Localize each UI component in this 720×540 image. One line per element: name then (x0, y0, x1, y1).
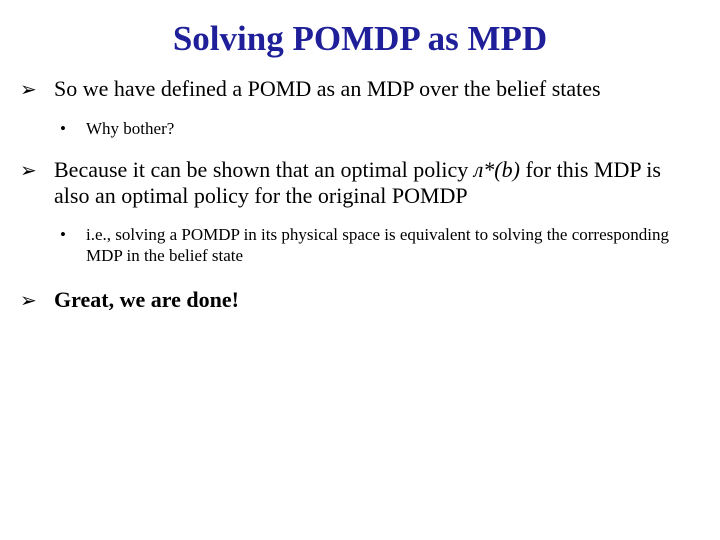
arrow-bullet-icon: ➢ (20, 77, 37, 101)
sub-bullet-text: i.e., solving a POMDP in its physical space is equivalent to solving the corresponding MDP in the belief state (86, 225, 669, 265)
bullet-text-before: Because it can be shown that an optimal policy (54, 157, 474, 182)
sub-bullet-text: Why bother? (86, 119, 175, 138)
bullet-text-after: for this MDP is also an optimal policy for the original POMDP (54, 157, 661, 208)
bullet-text: So we have defined a POMD as an MDP over the belief states (54, 76, 601, 101)
sub-bullet-item-1 (60, 118, 680, 139)
dot-bullet-icon: • (60, 225, 66, 244)
policy-symbol: л*(b) (473, 157, 520, 182)
sub-bullet-item-2 (60, 224, 680, 266)
bullet-text (54, 157, 700, 209)
bullet-item-3 (20, 287, 700, 313)
bullet-item-2 (20, 157, 700, 209)
arrow-bullet-icon: ➢ (20, 288, 37, 312)
slide-title: Solving POMDP as MPD (172, 19, 548, 58)
arrow-bullet-icon: ➢ (20, 158, 37, 182)
bullet-text: Great, we are done! (54, 287, 239, 312)
dot-bullet-icon: • (60, 119, 66, 138)
bullet-item-1 (20, 76, 700, 102)
